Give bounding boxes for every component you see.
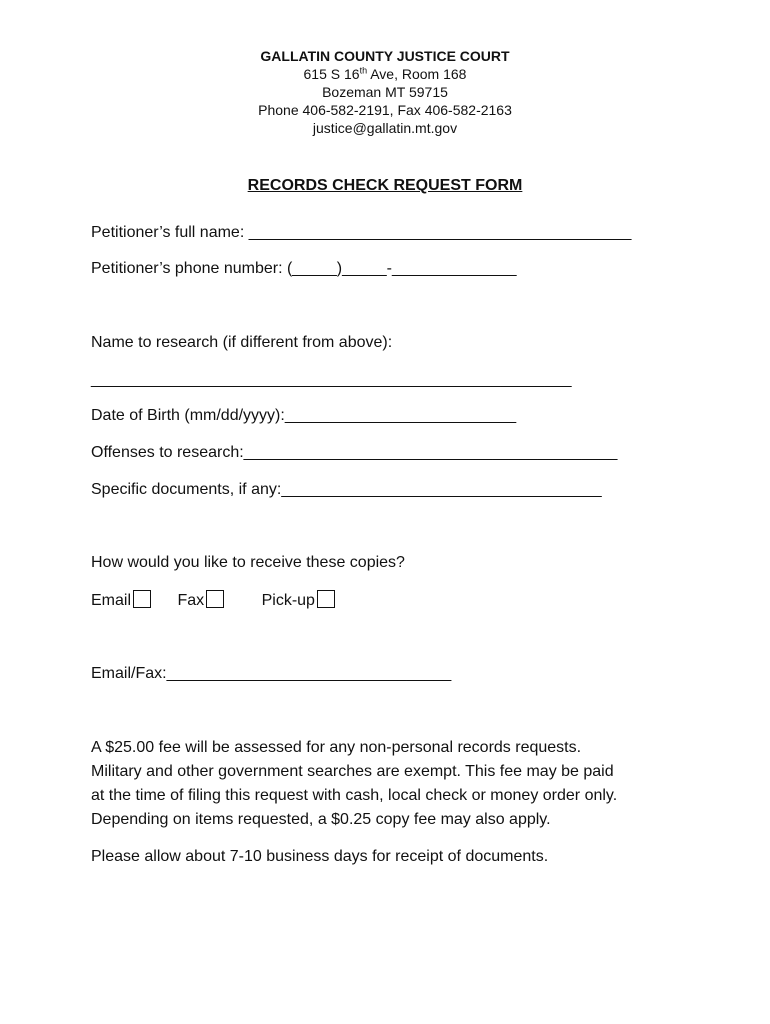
option-pickup[interactable] — [262, 590, 335, 611]
phone-field[interactable]: Petitioner’s phone number: (_____)_____-______________ — [91, 260, 517, 277]
court-name: GALLATIN COUNTY JUSTICE COURT — [260, 48, 510, 64]
fax-checkbox[interactable] — [206, 590, 224, 608]
fee-line: A $25.00 fee will be assessed for any non-personal records requests. — [91, 739, 582, 756]
fee-line: Military and other government searches are exempt. This fee may be paid — [91, 763, 614, 780]
address-room: Ave, Room 168 — [367, 66, 467, 82]
processing-notice: Please allow about 7-10 business days for receipt of documents. — [91, 848, 549, 865]
offenses-field[interactable]: Offenses to research:__________________________________________ — [91, 444, 618, 461]
pickup-checkbox[interactable] — [317, 590, 335, 608]
court-city: Bozeman MT 59715 — [322, 84, 448, 100]
full-name-field[interactable]: Petitioner’s full name: ___________________________________________ — [91, 224, 632, 241]
fee-notice — [91, 736, 691, 832]
option-email-label: Email — [91, 592, 132, 609]
option-fax[interactable] — [177, 590, 224, 611]
research-name-label: Name to research (if different from above): — [91, 334, 393, 351]
court-header — [0, 47, 770, 137]
delivery-options — [91, 590, 335, 611]
option-email[interactable] — [91, 590, 151, 611]
address-street: 615 S 16 — [303, 66, 360, 82]
dob-field[interactable]: Date of Birth (mm/dd/yyyy):__________________________ — [91, 407, 517, 424]
email-checkbox[interactable] — [133, 590, 151, 608]
court-email: justice@gallatin.mt.gov — [312, 120, 458, 136]
option-pickup-label: Pick-up — [261, 592, 315, 609]
form-title: RECORDS CHECK REQUEST FORM — [247, 177, 523, 194]
email-fax-field[interactable]: Email/Fax:________________________________ — [91, 665, 452, 682]
fee-line: Depending on items requested, a $0.25 copy fee may also apply. — [91, 811, 551, 828]
court-phone-fax: Phone 406-582-2191, Fax 406-582-2163 — [258, 102, 512, 118]
fee-line: at the time of filing this request with cash, local check or money order only. — [91, 787, 618, 804]
research-name-field[interactable]: ______________________________________________________ — [91, 371, 572, 388]
court-address — [0, 65, 770, 83]
receive-question: How would you like to receive these copies? — [91, 554, 405, 571]
documents-field[interactable]: Specific documents, if any:____________________________________ — [91, 481, 602, 498]
address-ordinal: th — [359, 65, 368, 76]
option-fax-label: Fax — [177, 592, 205, 609]
